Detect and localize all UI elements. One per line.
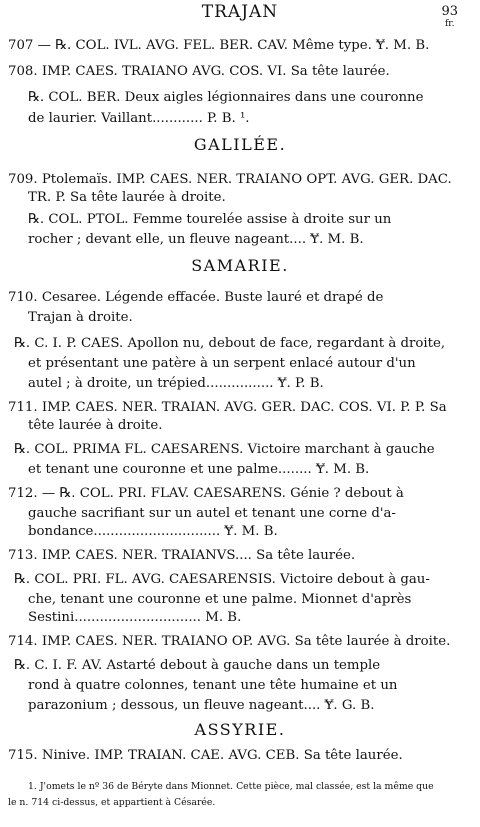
sheet-mark: fr. <box>444 19 455 29</box>
section-heading: ASSYRIE. <box>194 720 286 739</box>
running-head: TRAJAN <box>201 2 279 22</box>
book-page: TRAJAN 93 fr. 707 — ℞. COL. IVL. AVG. FEL. BER. CAV. Même type. Ɏ. M. B. 708. IMP. CAES. TRAIANO AVG. COS. VI. Sa tête laurée. ℞. COL. BER. Deux aigles légionnaires dans une couronne de laurier. Vaillant............ P. B. ¹. GALILÉE. 709. Ptolemaïs. IMP. CAES. NER. TRAIANO OPT. AVG. GER. DAC. TR. P. Sa tête laurée à droite. ℞. COL. PTOL. Femme tourelée assise à droite sur un rocher ; devant elle, un fleuve nageant.... Ɏ. M. B. SAMARIE. 710. Cesaree. Légende effacée. Buste lauré et drapé de Trajan à droite. ℞. C. I. P. CAES. Apollon nu, debout de face, regardant à droite, et présentant une patère à un serpent enlacé autour d'un autel ; à droite, un trépied................ Ɏ. P. B. 711. IMP. CAES. NER. TRAIAN. AVG. GER. DAC. COS. VI. P. P. Sa tête laurée à droite. ℞. COL. PRIMA FL. CAESARENS. Victoire marchant à gauche et tenant une couronne et une palme........ Ɏ. M. B. 712. — ℞. COL. PRI. FLAV. CAESARENS. Génie ? debout à gauche sacrifiant sur un autel et tenant une corne d'a- bondance.............................. Ɏ. M. B. 713. IMP. CAES. NER. TRAIANVS.... Sa tête laurée. ℞. COL. PRI. FL. AVG. CAESARENSIS. Victoire debout à gau- che, tenant une couronne et une palme. Mionnet d'après Sestini.............................. M. B. 714. IMP. CAES. NER. TRAIANO OP. AVG. Sa tête laurée à droite. ℞. C. I. F. AV. Astarté debout à gauche dans un temple rond à quatre colonnes, tenant une tête humaine et un parazonium ; dessous, un fleuve nageant.... Ɏ. G. B. ASSYRIE. 715. Ninive. IMP. TRAIAN. CAE. AVG. CEB. Sa tête laurée. 1. J'omets le nº 36 de Béryte dans Mionnet. Cette pièce, mal classée, est la même que le n. 714 ci-dessus, et appartient à Césarée. <box>0 0 480 827</box>
section-heading: SAMARIE. <box>191 256 289 275</box>
section-heading: GALILÉE. <box>193 135 287 154</box>
page-number-value: 93 <box>441 4 458 19</box>
page-number <box>441 5 458 31</box>
